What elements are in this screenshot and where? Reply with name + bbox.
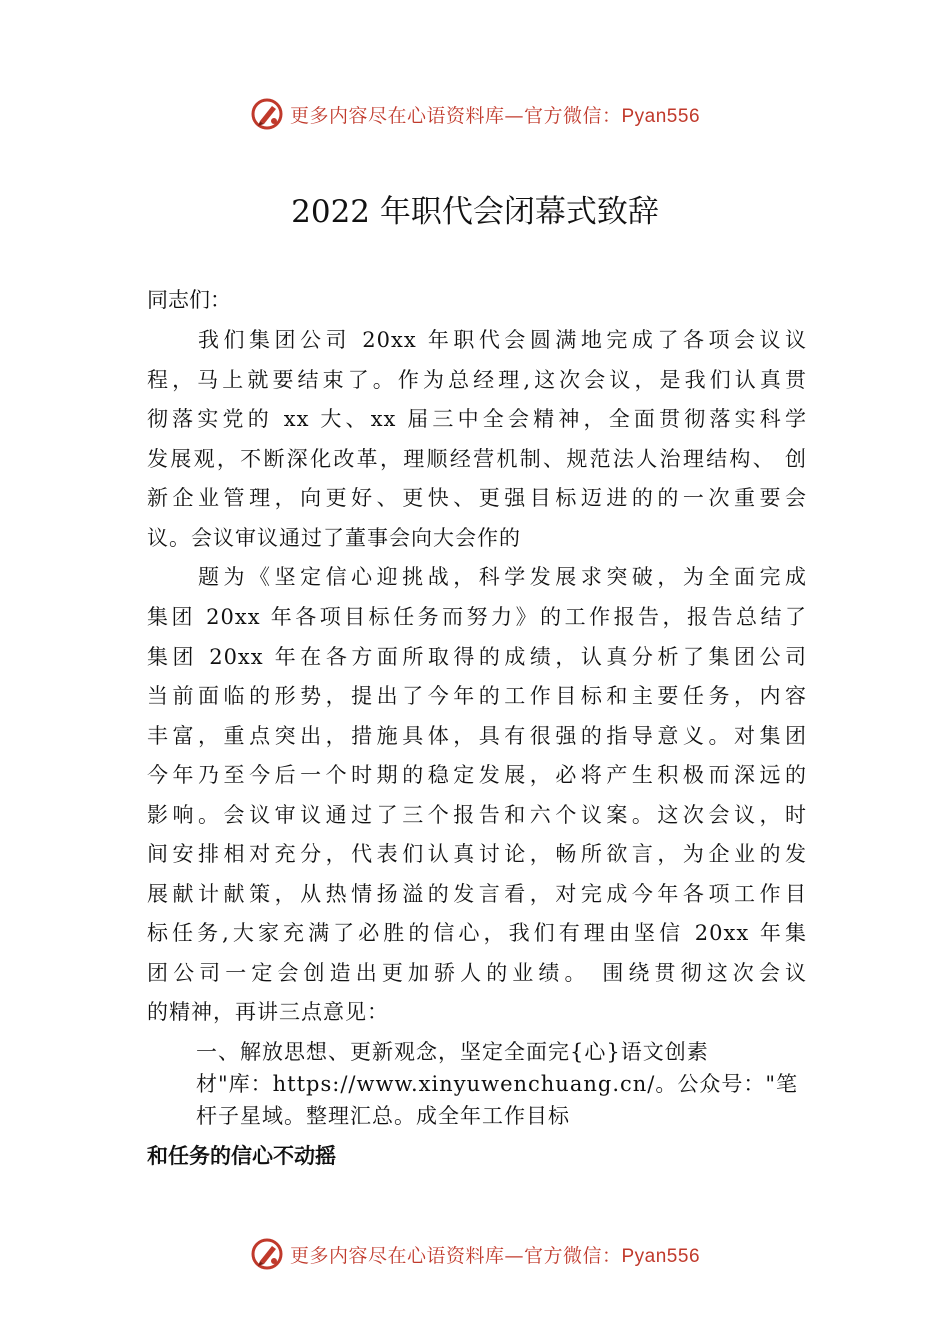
paragraph-2-line: 集团 20xx 年在各方面所取得的成绩，认真分析了集团公司 [147, 645, 807, 669]
paragraph-2-line: 丰富，重点突出，措施具体，具有很强的指导意义。对集团 [147, 724, 807, 748]
paragraph-2-line: 团公司一定会创造出更加骄人的业绩。 围绕贯彻这次会议 [147, 961, 807, 985]
footer-banner-handle: Pyan556 [621, 1245, 701, 1267]
point-1-line: 杆子星域。整理汇总。成全年工作目标 [196, 1104, 570, 1128]
pen-logo-icon [250, 1237, 284, 1271]
paragraph-2-line: 展献计献策，从热情扬溢的发言看，对完成今年各项工作目 [147, 882, 807, 906]
header-banner [0, 94, 950, 134]
greeting: 同志们： [147, 288, 231, 312]
paragraph-2-line: 当前面临的形势，提出了今年的工作目标和主要任务，内容 [147, 684, 807, 708]
paragraph-2-line: 今年乃至今后一个时期的稳定发展，必将产生积极而深远的 [147, 763, 807, 787]
paragraph-1-line: 彻落实党的 xx 大、xx 届三中全会精神，全面贯彻落实科学 [147, 407, 807, 431]
section-heading: 和任务的信心不动摇 [147, 1144, 336, 1168]
footer-banner-label: 更多内容尽在心语资料库—官方微信： [289, 1244, 622, 1267]
footer-banner [0, 1234, 950, 1274]
point-1-line: 材"库：https://www.xinyuwenchuang.cn/。公众号："笔 [196, 1072, 799, 1096]
paragraph-1-line: 新企业管理，向更好、更快、更强目标迈进的的一次重要会 [147, 486, 807, 510]
paragraph-2-line: 题为《坚定信心迎挑战，科学发展求突破，为全面完成 [198, 565, 807, 589]
paragraph-2-line: 的精神，再讲三点意见： [147, 1000, 389, 1024]
paragraph-2-line: 集团 20xx 年各项目标任务而努力》的工作报告，报告总结了 [147, 605, 807, 629]
footer-banner-text [290, 1241, 700, 1268]
pen-logo-icon [250, 97, 284, 131]
paragraph-1-line: 议。会议审议通过了董事会向大会作的 [147, 526, 521, 550]
paragraph-2-line: 影响。会议审议通过了三个报告和六个议案。这次会议，时 [147, 803, 807, 827]
header-banner-handle: Pyan556 [621, 105, 701, 127]
point-1-line: 一、解放思想、更新观念，坚定全面完{心}语文创素 [196, 1040, 709, 1064]
footer-banner-inner [250, 1237, 700, 1271]
paragraph-2-line: 间安排相对充分，代表们认真讨论，畅所欲言，为企业的发 [147, 842, 807, 866]
paragraph-1-line: 发展观，不断深化改革，理顺经营机制、规范法人治理结构、 创 [147, 447, 807, 471]
header-banner-text [290, 101, 700, 128]
paragraph-2-line: 标任务,大家充满了必胜的信心，我们有理由坚信 20xx 年集 [147, 921, 807, 945]
page-title: 2022 年职代会闭幕式致辞 [291, 194, 659, 230]
paragraph-1-line: 程，马上就要结束了。作为总经理,这次会议，是我们认真贯 [147, 368, 807, 392]
header-banner-label: 更多内容尽在心语资料库—官方微信： [289, 104, 622, 127]
header-banner-inner [250, 97, 700, 131]
paragraph-1-line: 我们集团公司 20xx 年职代会圆满地完成了各项会议议 [198, 328, 807, 352]
